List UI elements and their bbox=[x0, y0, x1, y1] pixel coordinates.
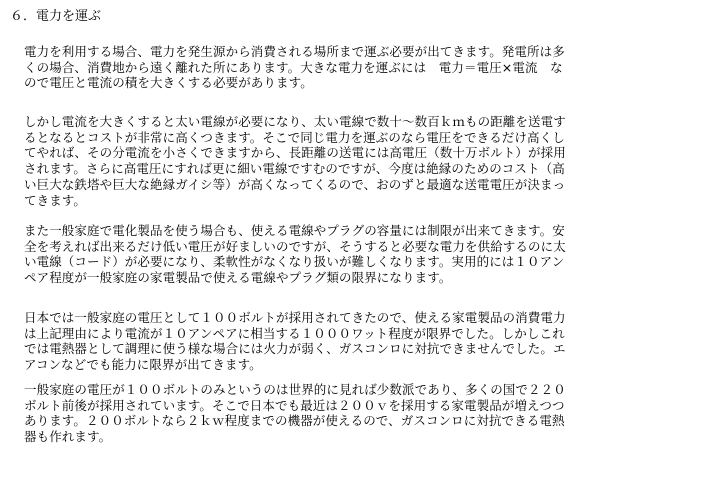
paragraph-household-limits bbox=[24, 223, 700, 286]
paragraph-line: るとなるとコストが非常に高くつきます。そこで同じ電力を運ぶのなら電圧をできるだけ高くし bbox=[24, 129, 565, 145]
paragraph-line: しかし電流を大きくすると太い電線が必要になり、太い電線で数十～数百ｋｍもの距離を送電す bbox=[24, 114, 566, 129]
paragraph-line: アコンなどでも能力に限界が出てきます。 bbox=[24, 357, 262, 373]
paragraph-line: てやれば、その分電流を小さくできますから、長距離の送電には高電圧（数十万ボルト）が採用 bbox=[24, 145, 566, 161]
paragraph-power-transport bbox=[24, 44, 700, 91]
paragraph-line: ペア程度が一般家庭の家電製品で使える電線やプラグ類の限界になります。 bbox=[24, 270, 452, 286]
paragraph-line: 全を考えれば出来るだけ低い電圧が好ましいのですが、そうすると必要な電力を供給するのに太 bbox=[24, 238, 566, 254]
paragraph-line: てきます。 bbox=[24, 192, 87, 208]
paragraph-japan-100v bbox=[24, 310, 700, 373]
paragraph-high-voltage-transmission bbox=[24, 114, 700, 208]
paragraph-line: あります。２００ボルトなら２ｋｗ程度までの機器が使えるので、ガスコンロに対抗できる電熱 bbox=[24, 413, 565, 429]
paragraph-line: 一般家庭の電圧が１００ボルトのみというのは世界的に見れば少数派であり、多くの国で２２０ bbox=[24, 382, 566, 397]
paragraph-line: は上記理由により電流が１０アンペアに相当する１０００ワット程度が限界でした。しかしこれ bbox=[24, 325, 565, 341]
paragraph-line: 電力を利用する場合、電力を発生源から消費される場所まで運ぶ必要が出てきます。発電所は多 bbox=[24, 44, 565, 59]
paragraph-line: ボルト前後が採用されています。そこで日本でも最近は２００ｖを採用する家電製品が増えつつ bbox=[24, 397, 565, 413]
paragraph-line: 器も作れます。 bbox=[24, 429, 112, 445]
paragraph-200v-adoption bbox=[24, 382, 700, 445]
paragraph-line: では電熱器として調理に使う様な場合には火力が弱く、ガスコンロに対抗できませんでした。エ bbox=[24, 341, 566, 357]
paragraph-line: 日本では一般家庭の電圧として１００ボルトが採用されてきたので、使える家電製品の消費電力 bbox=[24, 310, 566, 325]
paragraph-line: くの場合、消費地から遠く離れた所にあります。大きな電力を運ぶには 電力＝電圧×電流 な bbox=[24, 59, 563, 75]
paragraph-line: ので電圧と電流の積を大きくする必要があります。 bbox=[24, 75, 313, 91]
paragraph-line: い巨大な鉄塔や巨大な絶縁ガイシ等）が高くなってくるので、おのずと最適な送電電圧が決まっ bbox=[24, 176, 566, 192]
paragraph-line: また一般家庭で電化製品を使う場合も、使える電線やプラグの容量には制限が出来てきます。安 bbox=[24, 223, 565, 238]
paragraph-line: い電線（コード）が必要になり、柔軟性がなくなり扱いが難しくなります。実用的には１０アン bbox=[24, 254, 565, 270]
section-heading: ６．電力を運ぶ bbox=[10, 9, 102, 24]
paragraph-line: されます。さらに高電圧にすれば更に細い電線ですむのですが、今度は絶縁のためのコスト（高 bbox=[24, 161, 565, 177]
